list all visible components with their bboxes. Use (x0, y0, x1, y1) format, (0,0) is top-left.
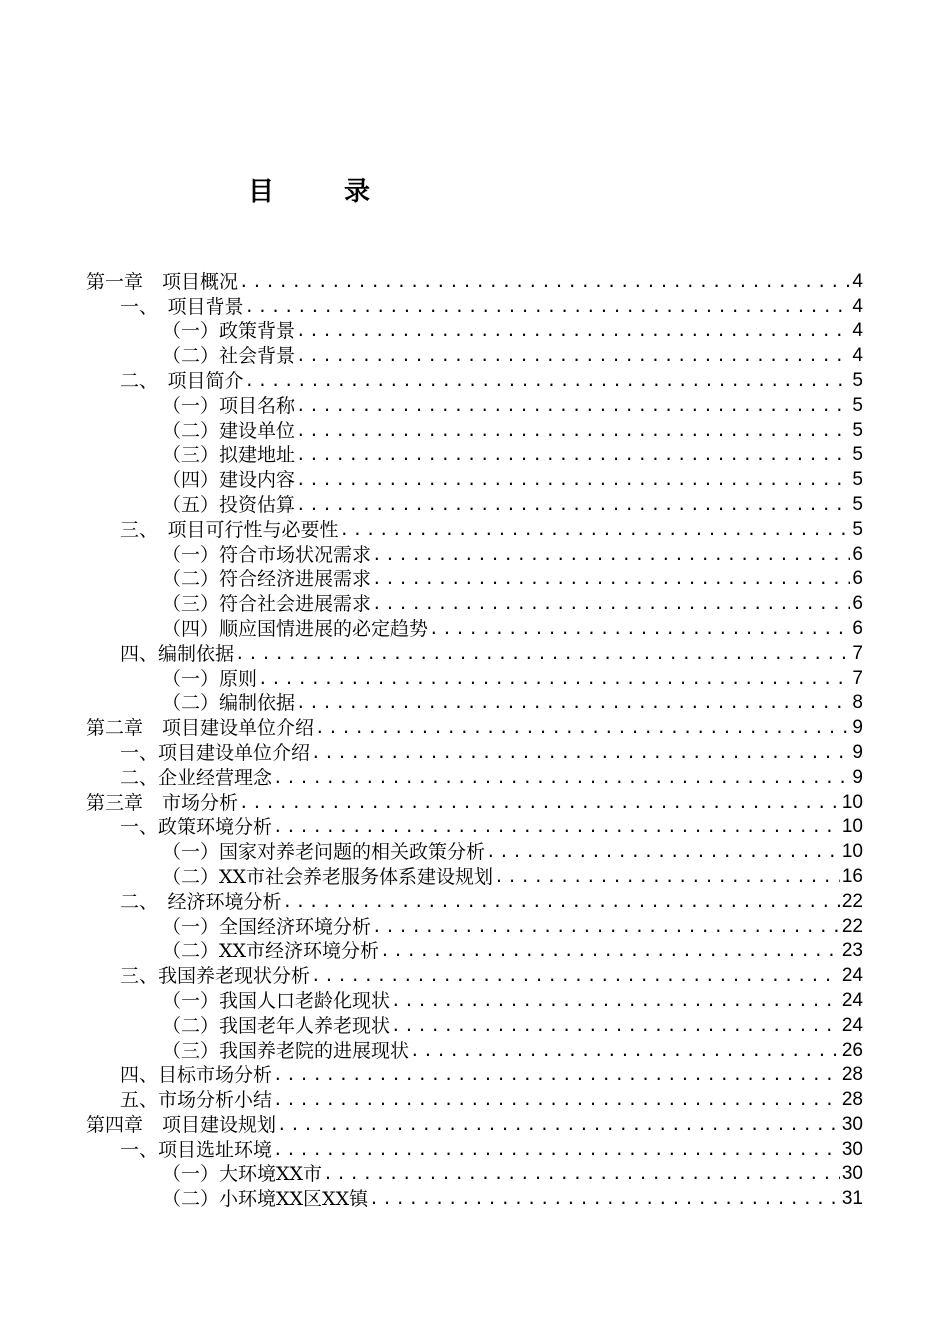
toc-dot-leader (409, 1040, 840, 1062)
toc-entry[interactable] (86, 541, 863, 566)
toc-dot-leader (295, 444, 850, 466)
toc-entry-text: 一、 项目背景 (120, 295, 244, 318)
toc-page-number: 9 (852, 741, 863, 763)
toc-entry[interactable] (86, 938, 863, 963)
toc-dot-leader (272, 1089, 840, 1111)
toc-dot-leader (339, 519, 851, 541)
toc-entry[interactable] (86, 1012, 863, 1037)
toc-entry[interactable] (86, 1185, 863, 1210)
toc-entry-text: 五、市场分析小结 (120, 1089, 273, 1112)
toc-page-number: 4 (852, 270, 863, 292)
toc-dot-leader (272, 1139, 840, 1161)
toc-page-number: 6 (852, 617, 863, 639)
toc-entry-text: 一、项目建设单位介绍 (120, 741, 311, 764)
toc-page-number: 30 (841, 1113, 863, 1135)
toc-entry-text: 二、 项目简介 (120, 369, 244, 392)
toc-dot-leader (485, 841, 840, 863)
toc-entry-text: 一、政策环境分析 (120, 816, 273, 839)
toc-entry-text: （三）符合社会进展需求 (162, 593, 372, 616)
toc-list (86, 268, 863, 1210)
toc-dot-leader (295, 345, 850, 367)
toc-dot-leader (390, 1015, 840, 1037)
toc-entry[interactable] (86, 838, 863, 863)
toc-page-number: 30 (841, 1163, 863, 1185)
toc-entry-text: 二、企业经营理念 (120, 766, 273, 789)
toc-entry[interactable] (86, 615, 863, 640)
toc-page-number: 5 (852, 444, 863, 466)
toc-dot-leader (310, 742, 850, 764)
toc-entry-text: （二）我国老年人养老现状 (162, 1014, 391, 1037)
toc-entry[interactable] (86, 690, 863, 715)
toc-entry[interactable] (86, 342, 863, 367)
toc-page-number: 16 (841, 865, 863, 887)
toc-entry[interactable] (86, 318, 863, 343)
toc-entry-text: （一）政策背景 (162, 320, 296, 343)
toc-dot-leader (390, 990, 840, 1012)
toc-entry[interactable] (86, 764, 863, 789)
toc-page-number: 23 (841, 940, 863, 962)
toc-dot-leader (314, 717, 850, 739)
toc-dot-leader (310, 965, 840, 987)
toc-entry[interactable] (86, 1136, 863, 1161)
toc-page-number: 5 (852, 394, 863, 416)
toc-entry[interactable] (86, 566, 863, 591)
toc-dot-leader (322, 1163, 840, 1185)
toc-entry-text: （二）建设单位 (162, 419, 296, 442)
toc-dot-leader (282, 891, 840, 913)
toc-page-number: 4 (852, 345, 863, 367)
toc-page-number: 31 (841, 1188, 863, 1210)
toc-dot-leader (234, 643, 850, 665)
toc-dot-leader (295, 469, 850, 491)
toc-entry-text: （二）XX市经济环境分析 (162, 940, 380, 963)
toc-title: 目 录 (247, 177, 392, 207)
toc-dot-leader (379, 940, 840, 962)
toc-dot-leader (257, 668, 850, 690)
toc-entry[interactable] (86, 466, 863, 491)
toc-page-number: 5 (852, 369, 863, 391)
toc-entry[interactable] (86, 739, 863, 764)
toc-dot-leader (295, 395, 850, 417)
toc-entry[interactable] (86, 293, 863, 318)
toc-entry-text: 第三章 市场分析 (86, 791, 239, 814)
toc-entry-text: （四）顺应国情进展的必定趋势 (162, 617, 429, 640)
toc-entry[interactable] (86, 1111, 863, 1136)
toc-page-number: 24 (841, 989, 863, 1011)
toc-dot-leader (295, 320, 850, 342)
toc-page-number: 10 (841, 841, 863, 863)
toc-entry-text: （一）大环境XX市 (162, 1163, 323, 1186)
toc-dot-leader (371, 593, 850, 615)
toc-entry[interactable] (86, 987, 863, 1012)
toc-entry-text: 三、 项目可行性与必要性 (120, 518, 339, 541)
toc-dot-leader (272, 1064, 840, 1086)
toc-page-number: 24 (841, 1014, 863, 1036)
toc-entry-text: （一）原则 (162, 667, 258, 690)
toc-entry[interactable] (86, 913, 863, 938)
toc-entry-text: （二）社会背景 (162, 345, 296, 368)
toc-dot-leader (238, 271, 850, 293)
toc-dot-leader (371, 568, 850, 590)
toc-entry[interactable] (86, 491, 863, 516)
toc-entry[interactable] (86, 640, 863, 665)
toc-dot-leader (428, 618, 850, 640)
toc-page-number: 22 (841, 915, 863, 937)
toc-page-number: 10 (841, 816, 863, 838)
toc-page-number: 4 (852, 295, 863, 317)
toc-entry[interactable] (86, 590, 863, 615)
toc-entry[interactable] (86, 392, 863, 417)
toc-entry-text: （一）我国人口老龄化现状 (162, 989, 391, 1012)
toc-entry-text: 三、我国养老现状分析 (120, 965, 311, 988)
toc-page-number: 9 (852, 766, 863, 788)
toc-dot-leader (272, 767, 850, 789)
toc-entry[interactable] (86, 863, 863, 888)
toc-page-number: 7 (852, 667, 863, 689)
toc-entry-text: （二）XX市社会养老服务体系建设规划 (162, 865, 494, 888)
toc-entry-text: （四）建设内容 (162, 469, 296, 492)
toc-entry[interactable] (86, 888, 863, 913)
toc-page-number: 4 (852, 320, 863, 342)
toc-page-number: 6 (852, 568, 863, 590)
toc-dot-leader (295, 692, 850, 714)
toc-dot-leader (371, 544, 850, 566)
toc-entry[interactable] (86, 268, 863, 293)
toc-page-number: 8 (852, 692, 863, 714)
toc-entry-text: （五）投资估算 (162, 493, 296, 516)
toc-page-number: 26 (841, 1039, 863, 1061)
toc-entry[interactable] (86, 1037, 863, 1062)
toc-dot-leader (493, 866, 840, 888)
toc-page-number: 5 (852, 419, 863, 441)
toc-entry[interactable] (86, 714, 863, 739)
toc-entry-text: （三）拟建地址 (162, 444, 296, 467)
toc-entry[interactable] (86, 814, 863, 839)
toc-page-number: 7 (852, 642, 863, 664)
toc-dot-leader (295, 420, 850, 442)
toc-entry[interactable] (86, 665, 863, 690)
toc-dot-leader (276, 1114, 840, 1136)
toc-entry-text: （一）符合市场状况需求 (162, 543, 372, 566)
toc-dot-leader (272, 816, 840, 838)
toc-entry-text: 第一章 项目概况 (86, 270, 239, 293)
toc-entry-text: 第四章 项目建设规划 (86, 1113, 277, 1136)
toc-page-number: 28 (841, 1089, 863, 1111)
toc-entry-text: 二、 经济环境分析 (120, 890, 282, 913)
toc-entry[interactable] (86, 417, 863, 442)
toc-entry-text: （一）全国经济环境分析 (162, 915, 372, 938)
toc-entry-text: （二）符合经济进展需求 (162, 568, 372, 591)
toc-page-number: 9 (852, 717, 863, 739)
toc-entry[interactable] (86, 1062, 863, 1087)
toc-entry-text: 一、项目选址环境 (120, 1138, 273, 1161)
toc-entry[interactable] (86, 367, 863, 392)
toc-dot-leader (244, 296, 851, 318)
toc-page-number: 28 (841, 1064, 863, 1086)
toc-entry[interactable] (86, 442, 863, 467)
toc-entry-text: 第二章 项目建设单位介绍 (86, 717, 315, 740)
toc-page-number: 10 (841, 791, 863, 813)
toc-page-number: 6 (852, 593, 863, 615)
toc-entry[interactable] (86, 962, 863, 987)
toc-entry[interactable] (86, 1161, 863, 1186)
toc-page-number: 5 (852, 493, 863, 515)
toc-dot-leader (371, 916, 840, 938)
toc-entry-text: （二）小环境XX区XX镇 (162, 1188, 369, 1211)
toc-entry-text: （三）我国养老院的进展现状 (162, 1039, 410, 1062)
toc-page-number: 24 (841, 965, 863, 987)
toc-dot-leader (295, 494, 850, 516)
toc-entry[interactable] (86, 789, 863, 814)
toc-entry[interactable] (86, 516, 863, 541)
toc-dot-leader (244, 370, 851, 392)
toc-page-number: 30 (841, 1138, 863, 1160)
toc-dot-leader (238, 792, 840, 814)
toc-page-number: 6 (852, 543, 863, 565)
toc-page-number: 22 (841, 890, 863, 912)
toc-entry-text: 四、编制依据 (120, 642, 235, 665)
toc-dot-leader (368, 1188, 840, 1210)
toc-entry-text: （二）编制依据 (162, 692, 296, 715)
toc-page-number: 5 (852, 469, 863, 491)
toc-entry-text: （一）国家对养老问题的相关政策分析 (162, 841, 486, 864)
toc-entry-text: （一）项目名称 (162, 394, 296, 417)
toc-entry[interactable] (86, 1086, 863, 1111)
toc-page-number: 5 (852, 518, 863, 540)
toc-entry-text: 四、目标市场分析 (120, 1064, 273, 1087)
